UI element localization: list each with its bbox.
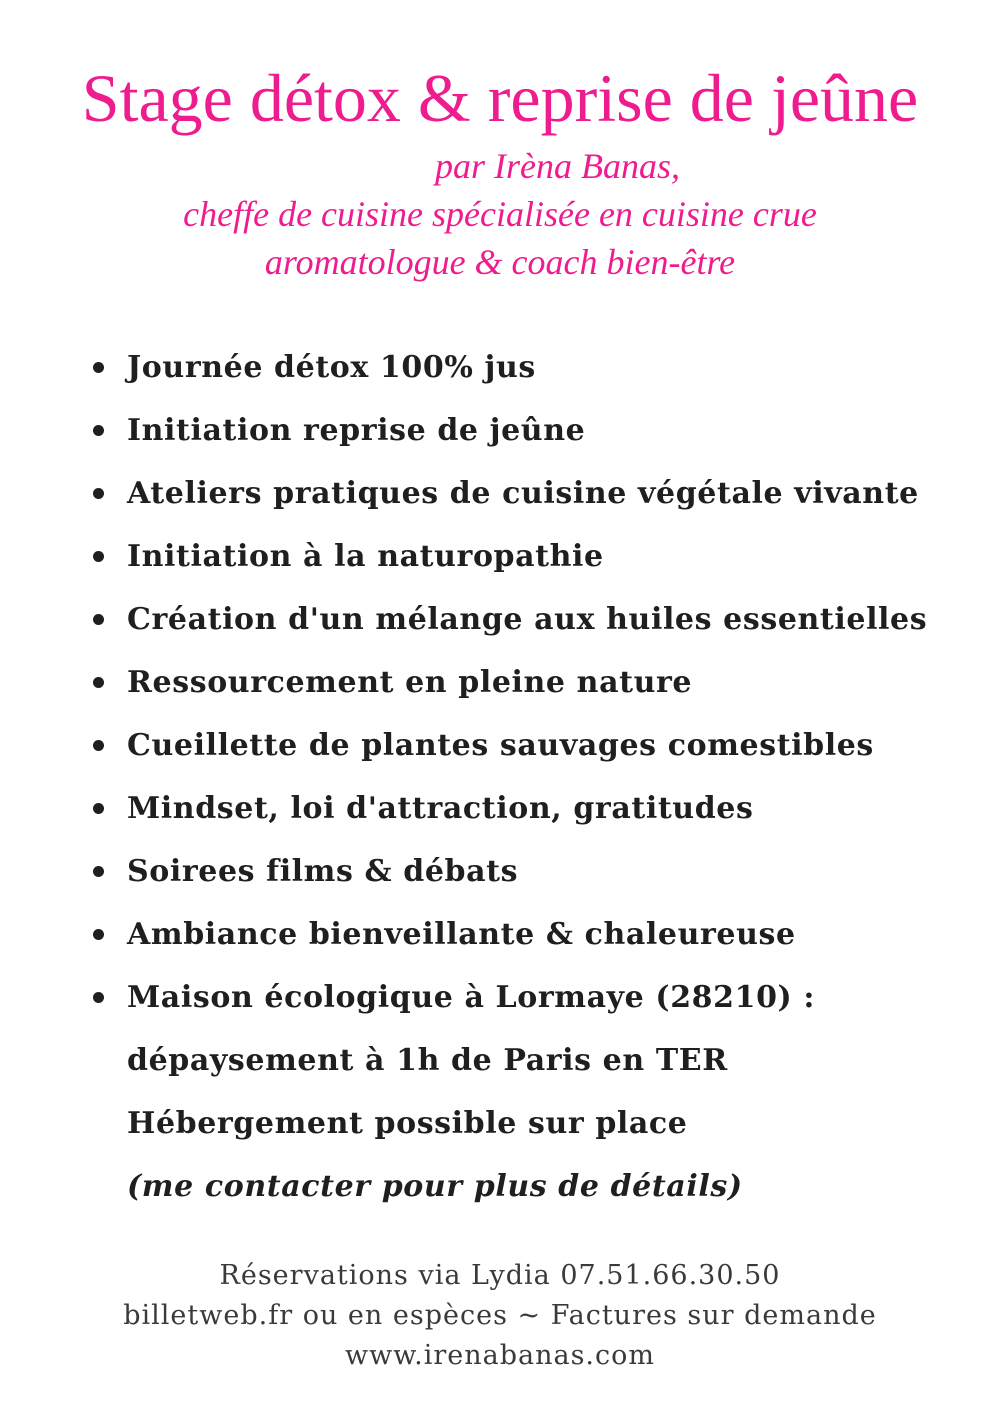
list-item-label: Cueillette de plantes sauvages comestibles	[127, 728, 874, 763]
list-item	[0, 966, 1000, 1029]
page-title: Stage détox & reprise de jeûne	[81, 60, 919, 136]
list-item	[0, 525, 1000, 588]
bullet-icon	[93, 488, 104, 499]
list-item	[0, 462, 1000, 525]
bullet-icon	[93, 551, 104, 562]
list-item	[0, 840, 1000, 903]
list-item	[0, 336, 1000, 399]
list-item-label: Ambiance bienveillante & chaleureuse	[127, 917, 796, 952]
list-item-continuation	[0, 1029, 1000, 1092]
footer-reservations: Réservations via Lydia 07.51.66.30.50	[219, 1260, 781, 1291]
subtitle-role: cheffe de cuisine spécialisée en cuisine crue	[183, 194, 817, 234]
continuation-text: dépaysement à 1h de Paris en TER	[127, 1043, 728, 1078]
bullet-icon	[93, 677, 104, 688]
list-item-label: Ateliers pratiques de cuisine végétale vivante	[127, 476, 919, 511]
list-item	[0, 651, 1000, 714]
list-item-label: Ressourcement en pleine nature	[127, 665, 693, 700]
bullet-icon	[93, 362, 104, 373]
bullet-icon	[93, 992, 104, 1003]
list-item-label: Soirees films & débats	[127, 854, 519, 889]
list-item-label: Maison écologique à Lormaye (28210) :	[127, 980, 816, 1015]
list-item-label: Initiation à la naturopathie	[127, 539, 604, 574]
subtitle-author: par Irèna Banas,	[435, 146, 680, 186]
list-item	[0, 903, 1000, 966]
footer-website: www.irenabanas.com	[344, 1340, 655, 1371]
subtitle	[0, 142, 1000, 286]
footer-payment: billetweb.fr ou en espèces ~ Factures sur demande	[123, 1300, 877, 1331]
bullet-icon	[93, 929, 104, 940]
continuation-text: Hébergement possible sur place	[127, 1106, 688, 1141]
footer	[0, 1256, 1000, 1376]
list-item	[0, 714, 1000, 777]
contact-note-text: (me contacter pour plus de détails)	[127, 1169, 743, 1204]
list-item	[0, 588, 1000, 651]
list-item	[0, 399, 1000, 462]
features-list	[0, 336, 1000, 1218]
subtitle-specialties: aromatologue & coach bien-être	[264, 242, 736, 282]
list-item-label: Journée détox 100% jus	[127, 350, 536, 385]
list-item-label: Mindset, loi d'attraction, gratitudes	[127, 791, 754, 826]
list-item-label: Création d'un mélange aux huiles essentielles	[127, 602, 928, 637]
list-item-continuation	[0, 1092, 1000, 1155]
bullet-icon	[93, 866, 104, 877]
list-item-label: Initiation reprise de jeûne	[127, 413, 586, 448]
list-item	[0, 777, 1000, 840]
bullet-icon	[93, 740, 104, 751]
bullet-icon	[93, 425, 104, 436]
contact-note	[0, 1155, 1000, 1218]
bullet-icon	[93, 614, 104, 625]
bullet-icon	[93, 803, 104, 814]
